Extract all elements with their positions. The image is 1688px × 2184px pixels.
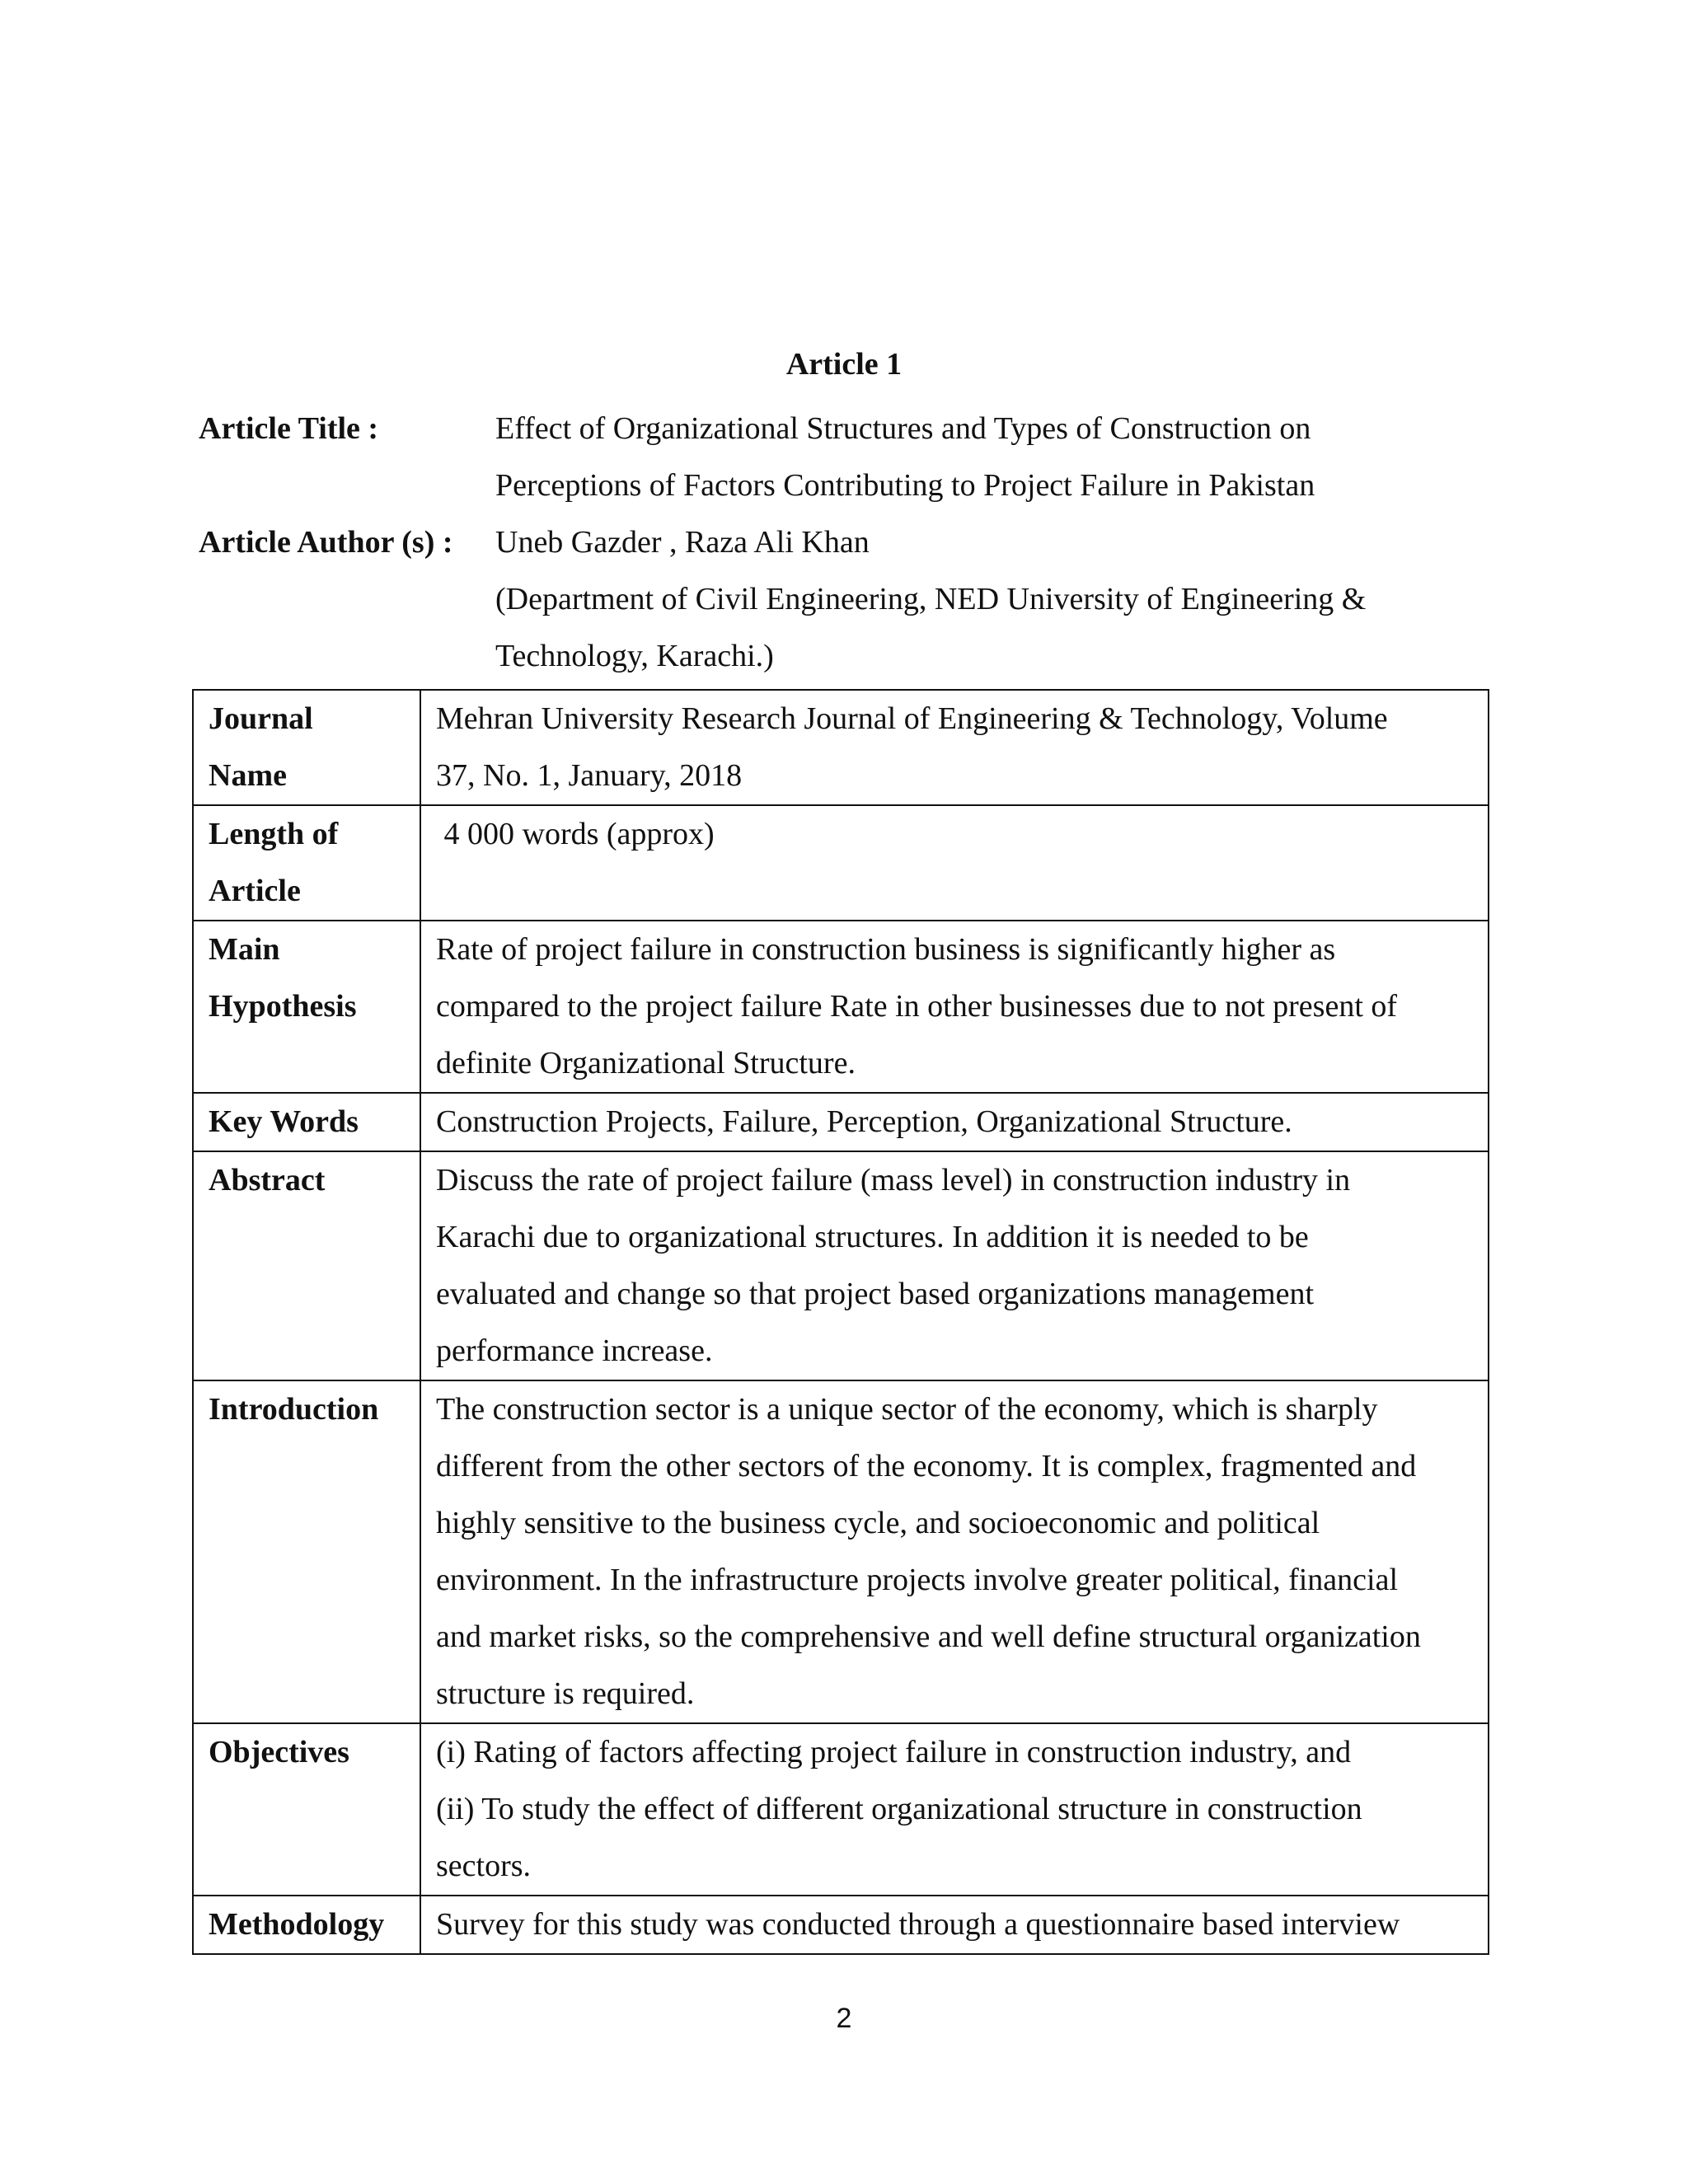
- label-line: Length of: [209, 817, 339, 851]
- row-label-hypothesis: [193, 921, 420, 1093]
- label-line: Article: [209, 874, 301, 908]
- article-title-row: [199, 401, 1484, 514]
- value-line: Discuss the rate of project failure (mass level) in construction industry in: [436, 1163, 1351, 1197]
- article-title-value: [495, 401, 1484, 514]
- value-line: evaluated and change so that project based organizations management: [436, 1277, 1315, 1311]
- table-row-keywords: [193, 1093, 1489, 1151]
- table-row-hypothesis: [193, 921, 1489, 1093]
- label-line: Introduction: [209, 1392, 379, 1427]
- label-line: Objectives: [209, 1735, 349, 1769]
- article-meta: [199, 401, 1484, 685]
- row-value-hypothesis: [420, 921, 1489, 1093]
- article-author-line: Technology, Karachi.): [495, 639, 774, 673]
- value-line: 37, No. 1, January, 2018: [436, 758, 743, 793]
- row-value-introduction: [420, 1380, 1489, 1723]
- value-line: Construction Projects, Failure, Perception, Organizational Structure.: [436, 1104, 1292, 1139]
- value-line: 4 000 words (approx): [436, 817, 715, 851]
- row-label-methodology: [193, 1896, 420, 1954]
- label-line: Abstract: [209, 1163, 326, 1197]
- value-line: (ii) To study the effect of different organizational structure in construction: [436, 1792, 1362, 1826]
- value-line: compared to the project failure Rate in other businesses due to not present of: [436, 989, 1398, 1024]
- article-author-row: [199, 514, 1484, 685]
- row-label-keywords: [193, 1093, 420, 1151]
- label-line: Hypothesis: [209, 989, 357, 1024]
- value-line: and market risks, so the comprehensive and well define structural organization: [436, 1619, 1421, 1654]
- row-value-objectives: [420, 1723, 1489, 1896]
- article-title-line: Effect of Organizational Structures and Types of Construction on: [495, 411, 1311, 446]
- row-label-journal: [193, 690, 420, 805]
- article-info-table: [192, 689, 1489, 1955]
- article-author-line: (Department of Civil Engineering, NED University of Engineering &: [495, 582, 1367, 616]
- value-line: Mehran University Research Journal of Engineering & Technology, Volume: [436, 701, 1388, 736]
- label-line: Name: [209, 758, 287, 793]
- row-label-abstract: [193, 1151, 420, 1380]
- row-label-objectives: [193, 1723, 420, 1896]
- table-row-abstract: [193, 1151, 1489, 1380]
- table-row-objectives: [193, 1723, 1489, 1896]
- row-value-keywords: [420, 1093, 1489, 1151]
- value-line: environment. In the infrastructure projects involve greater political, financial: [436, 1563, 1398, 1597]
- label-line: Main: [209, 932, 280, 967]
- article-author-label: Article Author (s) :: [199, 525, 453, 560]
- article-author-value: [495, 514, 1484, 685]
- value-line: structure is required.: [436, 1676, 695, 1711]
- value-line: different from the other sectors of the economy. It is complex, fragmented and: [436, 1449, 1417, 1483]
- value-line: Rate of project failure in construction business is significantly higher as: [436, 932, 1336, 967]
- table-row-introduction: [193, 1380, 1489, 1723]
- value-line: performance increase.: [436, 1333, 713, 1368]
- article-heading: Article 1: [785, 347, 903, 382]
- value-line: highly sensitive to the business cycle, and socioeconomic and political: [436, 1506, 1320, 1540]
- page-number: 2: [836, 2003, 852, 2034]
- table-row-length: [193, 805, 1489, 921]
- value-line: sectors.: [436, 1849, 532, 1883]
- row-value-methodology: [420, 1896, 1489, 1954]
- row-value-abstract: [420, 1151, 1489, 1380]
- row-value-length: [420, 805, 1489, 921]
- table-row-journal: [193, 690, 1489, 805]
- value-line: The construction sector is a unique sector of the economy, which is sharply: [436, 1392, 1378, 1427]
- value-line: (i) Rating of factors affecting project failure in construction industry, and: [436, 1735, 1352, 1769]
- article-title-label: Article Title :: [199, 411, 379, 446]
- label-line: Key Words: [209, 1104, 359, 1139]
- article-author-line: Uneb Gazder , Raza Ali Khan: [495, 525, 870, 560]
- table-row-methodology: [193, 1896, 1489, 1954]
- value-line: definite Organizational Structure.: [436, 1046, 856, 1080]
- row-label-introduction: [193, 1380, 420, 1723]
- value-line: Survey for this study was conducted through a questionnaire based interview: [436, 1907, 1400, 1942]
- label-line: Methodology: [209, 1907, 385, 1942]
- article-title-line: Perceptions of Factors Contributing to Project Failure in Pakistan: [495, 468, 1315, 503]
- row-value-journal: [420, 690, 1489, 805]
- row-label-length: [193, 805, 420, 921]
- label-line: Journal: [209, 701, 313, 736]
- value-line: Karachi due to organizational structures. In addition it is needed to be: [436, 1220, 1309, 1254]
